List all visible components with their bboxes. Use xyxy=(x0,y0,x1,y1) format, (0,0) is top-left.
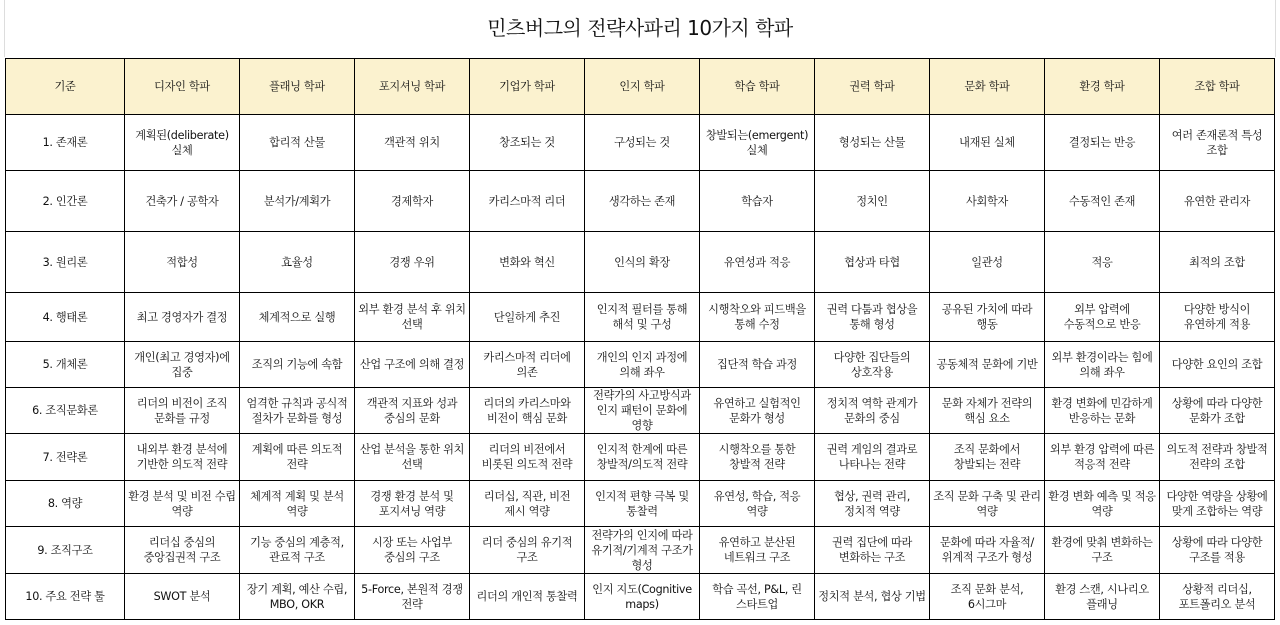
table-cell: 체계적 계획 및 분석 역량 xyxy=(240,481,355,527)
table-cell: SWOT 분석 xyxy=(125,574,240,620)
table-row xyxy=(6,481,1275,527)
table-cell: 조직 문화 분석, 6시그마 xyxy=(930,574,1045,620)
table-row xyxy=(6,171,1275,232)
table-cell: 리더의 비전에서 비롯된 의도적 전략 xyxy=(470,434,585,481)
table-cell: 내재된 실체 xyxy=(930,115,1045,171)
table-cell: 유연하고 실험적인 문화가 형성 xyxy=(700,388,815,434)
header-cell: 문화 학파 xyxy=(930,59,1045,115)
table-row xyxy=(6,232,1275,293)
header-cell: 기준 xyxy=(6,59,125,115)
table-cell: 문화 자체가 전략의 핵심 요소 xyxy=(930,388,1045,434)
table-cell: 기능 중심의 계층적, 관료적 구조 xyxy=(240,527,355,574)
table-cell: 권력 집단에 따라 변화하는 구조 xyxy=(815,527,930,574)
table-cell: 리더십 중심의 중앙집권적 구조 xyxy=(125,527,240,574)
header-cell: 권력 학파 xyxy=(815,59,930,115)
table-cell: 여러 존재론적 특성 조합 xyxy=(1160,115,1275,171)
table-cell: 인지 지도(Cognitive maps) xyxy=(585,574,700,620)
table-cell: 장기 계획, 예산 수립, MBO, OKR xyxy=(240,574,355,620)
strategy-schools-table xyxy=(5,58,1275,620)
table-cell: 개인의 인지 과정에 의해 좌우 xyxy=(585,342,700,388)
table-cell: 경쟁 환경 분석 및 포지셔닝 역량 xyxy=(355,481,470,527)
table-cell: 계획된(deliberate) 실체 xyxy=(125,115,240,171)
table-cell: 적합성 xyxy=(125,232,240,293)
table-cell: 인지적 편향 극복 및 통찰력 xyxy=(585,481,700,527)
table-cell: 유연한 관리자 xyxy=(1160,171,1275,232)
page-title: 민츠버그의 전략사파리 10가지 학파 xyxy=(4,0,1276,57)
table-cell: 리더의 비전이 조직 문화를 규정 xyxy=(125,388,240,434)
table-cell: 다양한 집단들의 상호작용 xyxy=(815,342,930,388)
table-cell: 최적의 조합 xyxy=(1160,232,1275,293)
table-cell: 상황에 따라 다양한 구조를 적용 xyxy=(1160,527,1275,574)
table-cell: 유연성과 적응 xyxy=(700,232,815,293)
table-cell: 전략가의 인지에 따라 유기적/기계적 구조가 형성 xyxy=(585,527,700,574)
row-label: 10. 주요 전략 툴 xyxy=(6,574,125,620)
table-cell: 시행착오를 통한 창발적 전략 xyxy=(700,434,815,481)
table-cell: 형성되는 산물 xyxy=(815,115,930,171)
table-cell: 카리스마적 리더에 의존 xyxy=(470,342,585,388)
table-row xyxy=(6,434,1275,481)
header-cell: 조합 학파 xyxy=(1160,59,1275,115)
table-cell: 상황적 리더십, 포트폴리오 분석 xyxy=(1160,574,1275,620)
table-row xyxy=(6,527,1275,574)
table-cell: 산업 분석을 통한 위치 선택 xyxy=(355,434,470,481)
table-cell: 환경 변화에 민감하게 반응하는 문화 xyxy=(1045,388,1160,434)
table-cell: 창발되는(emergent) 실체 xyxy=(700,115,815,171)
table-cell: 권력 다툼과 협상을 통해 형성 xyxy=(815,293,930,342)
table-cell: 유연하고 분산된 네트워크 구조 xyxy=(700,527,815,574)
table-cell: 의도적 전략과 창발적 전략의 조합 xyxy=(1160,434,1275,481)
table-cell: 최고 경영자가 결정 xyxy=(125,293,240,342)
header-cell: 기업가 학파 xyxy=(470,59,585,115)
table-cell: 적응 xyxy=(1045,232,1160,293)
row-label: 4. 행태론 xyxy=(6,293,125,342)
table-cell: 환경에 맞춰 변화하는 구조 xyxy=(1045,527,1160,574)
table-cell: 협상과 타협 xyxy=(815,232,930,293)
table-cell: 인식의 확장 xyxy=(585,232,700,293)
table-cell: 체계적으로 실행 xyxy=(240,293,355,342)
table-cell: 개인(최고 경영자)에 집중 xyxy=(125,342,240,388)
table-cell: 분석가/계획가 xyxy=(240,171,355,232)
table-cell: 창조되는 것 xyxy=(470,115,585,171)
header-row xyxy=(6,59,1275,115)
table-cell: 리더 중심의 유기적 구조 xyxy=(470,527,585,574)
table-cell: 결정되는 반응 xyxy=(1045,115,1160,171)
table-cell: 인지적 필터를 통해 해석 및 구성 xyxy=(585,293,700,342)
table-row xyxy=(6,293,1275,342)
header-cell: 인지 학파 xyxy=(585,59,700,115)
table-cell: 사회학자 xyxy=(930,171,1045,232)
table-cell: 조직 문화 구축 및 관리 역량 xyxy=(930,481,1045,527)
row-label: 3. 원리론 xyxy=(6,232,125,293)
table-cell: 권력 게임의 결과로 나타나는 전략 xyxy=(815,434,930,481)
row-label: 7. 전략론 xyxy=(6,434,125,481)
table-cell: 효율성 xyxy=(240,232,355,293)
table-cell: 외부 압력에 수동적으로 반응 xyxy=(1045,293,1160,342)
table-cell: 학습자 xyxy=(700,171,815,232)
table-cell: 시장 또는 사업부 중심의 구조 xyxy=(355,527,470,574)
table-cell: 인지적 한계에 따른 창발적/의도적 전략 xyxy=(585,434,700,481)
row-label: 1. 존재론 xyxy=(6,115,125,171)
table-cell: 객관적 위치 xyxy=(355,115,470,171)
table-cell: 시행착오와 피드백을 통해 수정 xyxy=(700,293,815,342)
table-cell: 리더의 개인적 통찰력 xyxy=(470,574,585,620)
table-cell: 생각하는 존재 xyxy=(585,171,700,232)
table-cell: 변화와 혁신 xyxy=(470,232,585,293)
table-cell: 문화에 따라 자율적/위계적 구조가 형성 xyxy=(930,527,1045,574)
header-cell: 디자인 학파 xyxy=(125,59,240,115)
header-cell: 포지셔닝 학파 xyxy=(355,59,470,115)
table-row xyxy=(6,115,1275,171)
row-label: 6. 조직문화론 xyxy=(6,388,125,434)
table-cell: 리더의 카리스마와 비전이 핵심 문화 xyxy=(470,388,585,434)
table-cell: 다양한 요인의 조합 xyxy=(1160,342,1275,388)
header-cell: 학습 학파 xyxy=(700,59,815,115)
table-cell: 다양한 역량을 상황에 맞게 조합하는 역량 xyxy=(1160,481,1275,527)
table-cell: 수동적인 존재 xyxy=(1045,171,1160,232)
table-cell: 카리스마적 리더 xyxy=(470,171,585,232)
table-cell: 상황에 따라 다양한 문화가 조합 xyxy=(1160,388,1275,434)
table-cell: 단일하게 추진 xyxy=(470,293,585,342)
table-cell: 환경 분석 및 비전 수립 역량 xyxy=(125,481,240,527)
table-cell: 경제학자 xyxy=(355,171,470,232)
table-cell: 공유된 가치에 따라 행동 xyxy=(930,293,1045,342)
table-cell: 공동체적 문화에 기반 xyxy=(930,342,1045,388)
table-cell: 외부 환경이라는 힘에 의해 좌우 xyxy=(1045,342,1160,388)
table-cell: 조직 문화에서 창발되는 전략 xyxy=(930,434,1045,481)
table-cell: 외부 환경 압력에 따른 적응적 전략 xyxy=(1045,434,1160,481)
row-label: 2. 인간론 xyxy=(6,171,125,232)
header-cell: 플래닝 학파 xyxy=(240,59,355,115)
table-cell: 다양한 방식이 유연하게 적용 xyxy=(1160,293,1275,342)
table-cell: 5-Force, 본원적 경쟁 전략 xyxy=(355,574,470,620)
header-cell: 환경 학파 xyxy=(1045,59,1160,115)
table-cell: 내외부 환경 분석에 기반한 의도적 전략 xyxy=(125,434,240,481)
table-cell: 객관적 지표와 성과 중심의 문화 xyxy=(355,388,470,434)
table-cell: 조직의 기능에 속함 xyxy=(240,342,355,388)
table-cell: 정치적 역학 관계가 문화의 중심 xyxy=(815,388,930,434)
table-cell: 환경 스캔, 시나리오 플래닝 xyxy=(1045,574,1160,620)
table-cell: 일관성 xyxy=(930,232,1045,293)
table-cell: 건축가 / 공학자 xyxy=(125,171,240,232)
table-row xyxy=(6,388,1275,434)
table-cell: 구성되는 것 xyxy=(585,115,700,171)
table-cell: 계획에 따른 의도적 전략 xyxy=(240,434,355,481)
table-cell: 엄격한 규칙과 공식적 절차가 문화를 형성 xyxy=(240,388,355,434)
table-cell: 정치인 xyxy=(815,171,930,232)
table-cell: 환경 변화 예측 및 적응 역량 xyxy=(1045,481,1160,527)
table-row xyxy=(6,342,1275,388)
row-label: 9. 조직구조 xyxy=(6,527,125,574)
row-label: 5. 개체론 xyxy=(6,342,125,388)
table-row xyxy=(6,574,1275,620)
table-cell: 합리적 산물 xyxy=(240,115,355,171)
table-cell: 리더십, 직관, 비전 제시 역량 xyxy=(470,481,585,527)
table-cell: 정치적 분석, 협상 기법 xyxy=(815,574,930,620)
table-cell: 협상, 권력 관리, 정치적 역량 xyxy=(815,481,930,527)
row-label: 8. 역량 xyxy=(6,481,125,527)
table-cell: 학습 곡선, P&L, 린 스타트업 xyxy=(700,574,815,620)
table-cell: 외부 환경 분석 후 위치 선택 xyxy=(355,293,470,342)
table-cell: 집단적 학습 과정 xyxy=(700,342,815,388)
table-cell: 산업 구조에 의해 결정 xyxy=(355,342,470,388)
table-cell: 경쟁 우위 xyxy=(355,232,470,293)
table-cell: 유연성, 학습, 적응 역량 xyxy=(700,481,815,527)
table-cell: 전략가의 사고방식과 인지 패턴이 문화에 영향 xyxy=(585,388,700,434)
